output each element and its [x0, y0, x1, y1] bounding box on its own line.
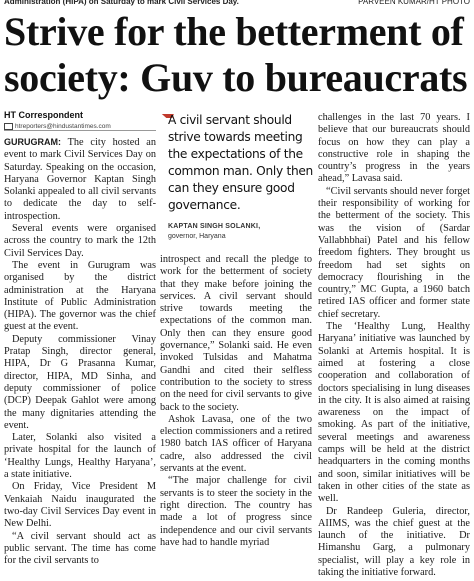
byline — [4, 110, 156, 130]
byline-email-row — [4, 123, 156, 130]
paragraph: “Civil servants should never forget their responsibility of working for the betterment of the society. This was the vision of (Sardar Vallabhbhai) Patel and his fellow freedom fighters. They brought us freedom had set sights on democracy flourishing in the country,” MC Gupta, a 1960 batch retired IAS officer and former state chief secretary. — [318, 185, 470, 320]
pull-quote-text: A civil servant should strive towards meeting the expectations of the common man. Only then can they ensure good governance. — [168, 113, 313, 212]
pull-quote — [160, 112, 314, 252]
pull-quote-role: governor, Haryana — [168, 233, 226, 240]
paragraph: challenges in the last 70 years. I believe that our bureaucrats should focus on how they can play a constructive role in shaping the country’s progress in the years ahead,” Lavasa said. — [318, 112, 470, 185]
photo-caption-strip — [0, 0, 474, 8]
paragraph-text: The city hosted an event to mark Civil Services Day on Saturday. Speaking on the occasion, Haryana Governor Kaptan Singh Solanki appealed to all civil servants to dedicate the day to self-introspection. — [4, 137, 157, 222]
byline-name: HT Correspondent — [4, 110, 84, 120]
paragraph: The ‘Healthy Lung, Healthy Haryana’ initiative was launched by Solanki at Artemis hospital. It is aimed at fostering a close cooperation and collaboration of doctors specialising in lung diseases in the city. It is also aimed at raising awareness on the impact of smoking. As part of the initiative, several meetings and awareness camps will be held at the district headquarters in the coming months and soon, similar initiatives will be taken in other cities of the state as well. — [318, 321, 470, 505]
paragraph: The event in Gurugram was organised by the district administration at the Haryana Institute of Public Administration (HIPA). The governor was the chief guest at the event. — [4, 259, 156, 333]
photo-credit: PARVEEN KUMAR/HT PHOTO — [358, 0, 470, 6]
paragraph — [4, 136, 156, 223]
envelope-icon — [4, 123, 13, 130]
paragraph: introspect and recall the pledge to work for the betterment of society that they make before joining the services. A civil servant should strive towards meeting the expectations of the common man. Only then can they ensure good governance,” Solanki said. He even invoked Tulsidas and Mahatma Gandhi and cited their selfless contribution to the society to stress on the need for civil servants to give back to the society. — [160, 254, 312, 413]
paragraph: “The major challenge for civil servants is to steer the society in the right direction. The country has made a lot of progress since independence and our civil servants have had to handle myriad — [160, 475, 312, 548]
photo-caption: Administration (HIPA) on Saturday to mark Civil Services Day. — [4, 0, 239, 6]
paragraph: Ashok Lavasa, one of the two election commissioners and a retired 1980 batch IAS officer of Haryana cadre, also addressed the civil servants at the event. — [160, 413, 312, 475]
paragraph: Deputy commissioner Vinay Pratap Singh, director general, HIPA, Dr G Prasanna Kumar, director, HIPA, MD Sinha, and deputy commissioner of police (DCP) Deepak Gahlot were among the many dignitaries attending the event. — [4, 333, 156, 431]
article-column-3 — [318, 112, 470, 579]
dateline: GURUGRAM: — [4, 137, 61, 147]
paragraph: “A civil servant should act as public servant. The time has come for the civil servants to — [4, 530, 156, 567]
article-column-2 — [160, 254, 312, 549]
paragraph: Several events were organised across the country to mark the 12th Civil Services Day. — [4, 223, 156, 259]
paragraph: Later, Solanki also visited a private hospital for the launch of ‘Healthy Lungs, Healthy Haryana’, a state initiative. — [4, 432, 156, 481]
paragraph: Dr Randeep Guleria, director, AIIMS, was the chief guest at the launch of the initiative. Dr Himanshu Garg, a pulmonary specialist, will play a key role in taking the initiative forward. — [318, 505, 470, 578]
paragraph: On Friday, Vice President M Venkaiah Naidu inaugurated the two-day Civil Services Day event in New Delhi. — [4, 481, 156, 530]
pull-quote-attribution — [168, 222, 260, 242]
headline: Strive for the betterment of society: Guv to bureaucrats — [4, 9, 468, 100]
article-column-1 — [4, 136, 156, 567]
byline-divider — [4, 130, 156, 131]
byline-email[interactable]: htreporters@hindustantimes.com — [15, 123, 111, 130]
pull-quote-speaker: KAPTAN SINGH SOLANKI, — [168, 223, 261, 230]
